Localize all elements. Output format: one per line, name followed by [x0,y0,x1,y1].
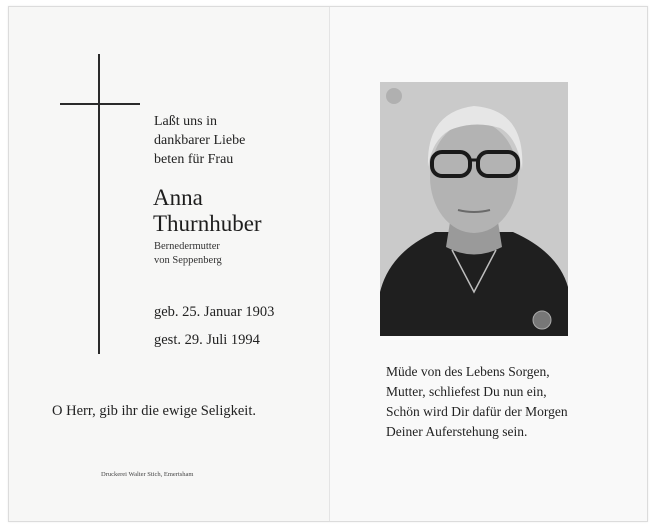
intro-line: beten für Frau [154,152,234,167]
last-name: Thurnhuber [153,211,262,236]
deceased-name [153,185,262,237]
poem-line: Schön wird Dir dafür der Morgen [386,404,568,419]
poem-line: Mutter, schliefest Du nun ein, [386,384,547,399]
printer-imprint: Druckerei Walter Stich, Emertsham [101,471,194,478]
intro-line: Laßt uns in [154,114,217,129]
intro-text [154,112,314,169]
card-fold [329,7,330,521]
poem-line: Müde von des Lebens Sorgen, [386,364,550,379]
death-date: gest. 29. Juli 1994 [154,332,260,348]
intro-line: dankbarer Liebe [154,133,246,148]
poem-line: Deiner Auferstehung sein. [386,424,528,439]
cross-bar [60,103,140,105]
poem [386,362,568,442]
subtitle [154,240,222,268]
birth-date: geb. 25. Januar 1903 [154,304,275,320]
first-name: Anna [153,185,203,210]
blessing-text: O Herr, gib ihr die ewige Seligkeit. [52,403,256,419]
subtitle-line: von Seppenberg [154,255,222,266]
subtitle-line: Bernedermutter [154,241,220,252]
life-dates [154,298,274,354]
portrait-photo [380,82,568,336]
cross-icon [98,54,100,354]
portrait-illustration [380,82,568,336]
